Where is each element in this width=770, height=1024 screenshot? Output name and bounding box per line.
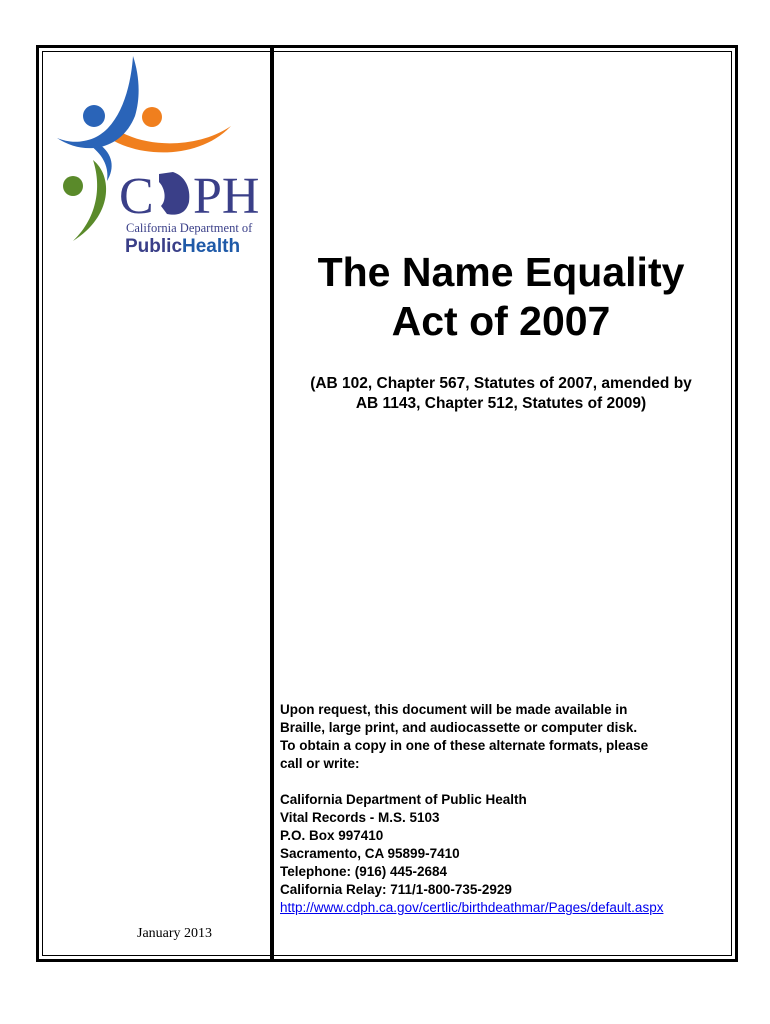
contact-line: Telephone: (916) 445-2684 (280, 864, 448, 879)
notice-line: To obtain a copy in one of these alternate formats, please (280, 738, 649, 753)
document-date: January 2013 (137, 926, 213, 941)
logo-blue-head-icon (83, 105, 105, 127)
contact-line: California Relay: 711/1-800-735-2929 (280, 882, 512, 897)
notice-line: Upon request, this document will be made available in (280, 702, 628, 717)
logo-blue-swoosh-icon (57, 56, 139, 148)
logo-orange-swoosh-icon (109, 126, 231, 152)
logo-acronym-right: PH (193, 168, 260, 225)
logo-green-swoosh-icon (73, 160, 106, 241)
accessibility-notice (280, 701, 720, 773)
notice-line: Braille, large print, and audiocassette or computer disk. (280, 720, 638, 735)
logo-department-text: California Department of (126, 221, 253, 235)
contact-line: Sacramento, CA 95899-7410 (280, 846, 460, 861)
document-subtitle-line: (AB 102, Chapter 567, Statutes of 2007, amended by (310, 375, 692, 392)
cdph-logo (49, 56, 271, 257)
contact-line: P.O. Box 997410 (280, 828, 384, 843)
california-map-icon (159, 172, 189, 215)
logo-public-word: Public (125, 236, 183, 257)
contact-line: California Department of Public Health (280, 792, 527, 807)
document-title-line: Act of 2007 (391, 298, 611, 344)
logo-green-head-icon (63, 176, 83, 196)
document-title (240, 248, 762, 346)
contact-address (280, 791, 730, 917)
logo-public-health-text (125, 236, 240, 257)
contact-line: Vital Records - M.S. 5103 (280, 810, 440, 825)
contact-website-link[interactable]: http://www.cdph.ca.gov/certlic/birthdeathmar/Pages/default.aspx (280, 900, 664, 915)
logo-acronym-left: C (119, 168, 154, 225)
document-title-line: The Name Equality (317, 249, 685, 295)
document-subtitle (240, 374, 762, 414)
logo-health-word: Health (182, 236, 241, 257)
notice-line: call or write: (280, 756, 360, 771)
logo-orange-head-icon (142, 107, 162, 127)
document-subtitle-line: AB 1143, Chapter 512, Statutes of 2009) (355, 395, 647, 412)
